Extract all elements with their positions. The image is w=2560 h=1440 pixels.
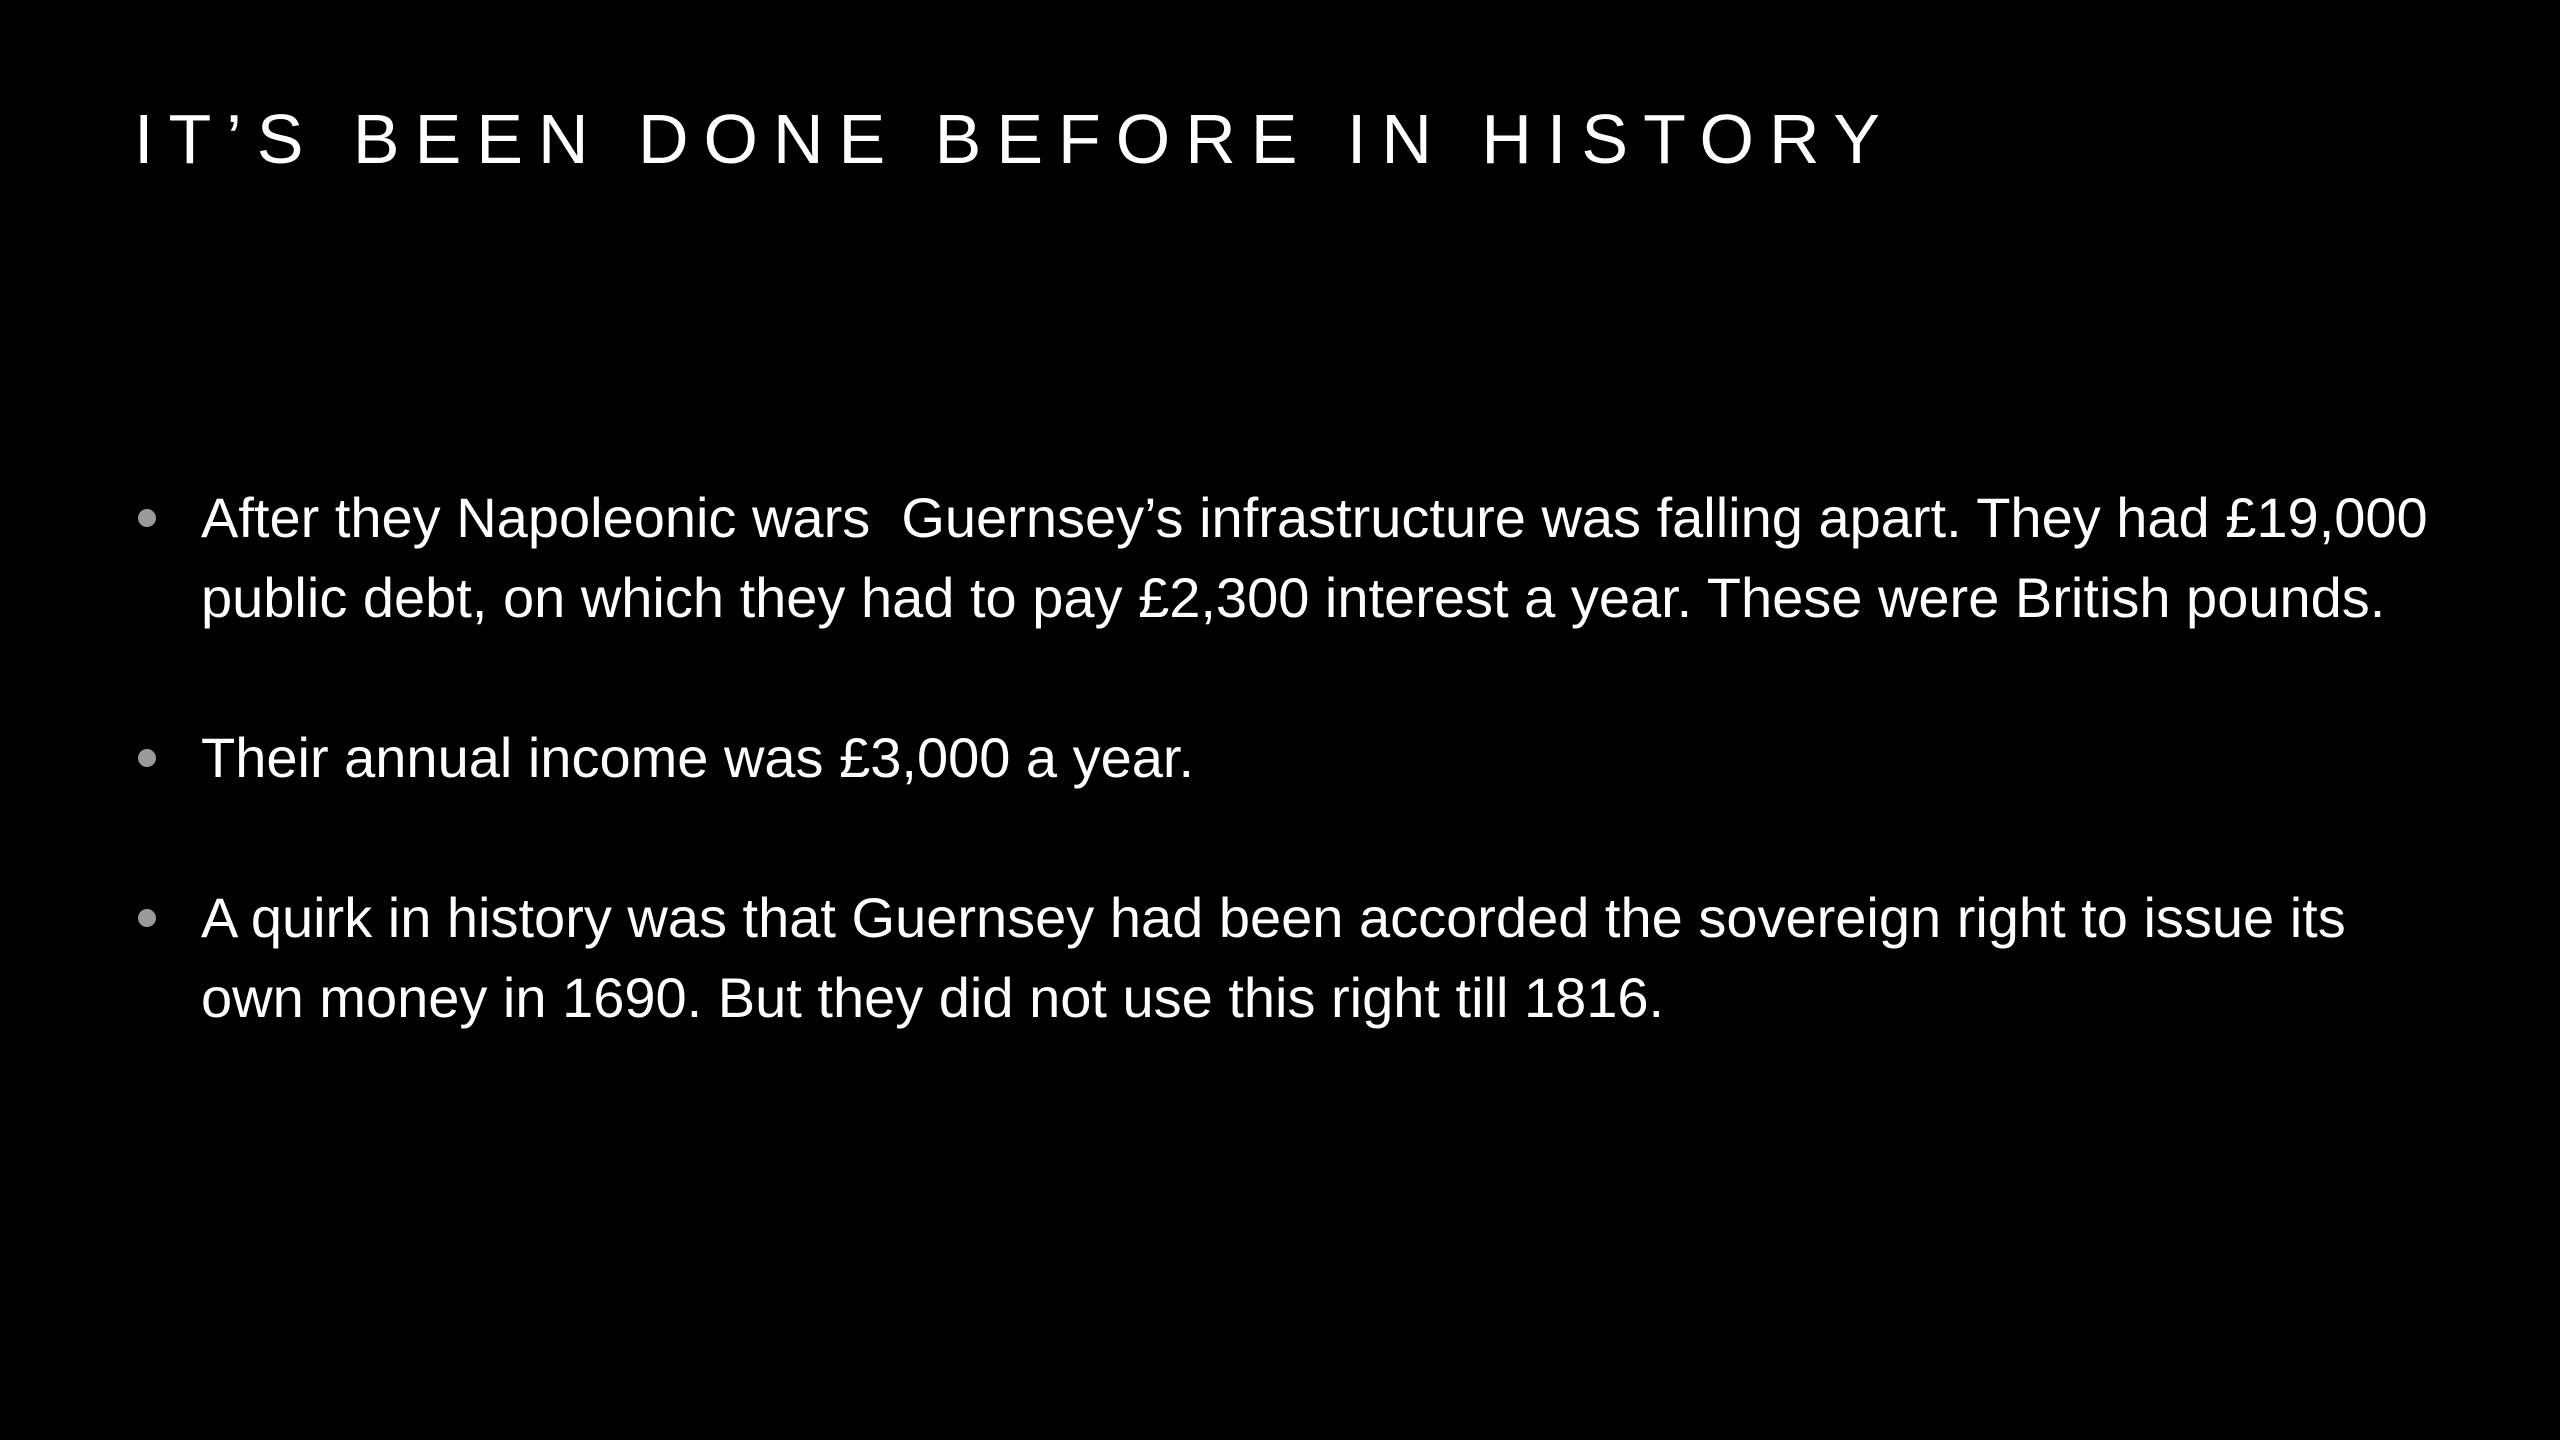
bullet-item	[134, 478, 2444, 638]
bullet-list	[134, 478, 2444, 1038]
bullet-item	[134, 718, 2434, 798]
slide-title: IT’S BEEN DONE BEFORE IN HISTORY	[134, 100, 1895, 178]
bullet-item	[134, 878, 2434, 1038]
bullet-text: A quirk in history was that Guernsey had been accorded the sovereign right to issue its own money in 1690. But they did not use this right till 1816.	[201, 886, 2346, 1029]
bullet-dot-icon	[138, 509, 156, 527]
bullet-dot-icon	[138, 749, 156, 767]
bullet-dot-icon	[138, 909, 156, 927]
bullet-text: Their annual income was £3,000 a year.	[201, 726, 1195, 789]
bullet-text: After they Napoleonic wars Guernsey’s infrastructure was falling apart. They had £19,000 public debt, on which they had to pay £2,300 interest a year. These were British pounds.	[201, 486, 2444, 629]
